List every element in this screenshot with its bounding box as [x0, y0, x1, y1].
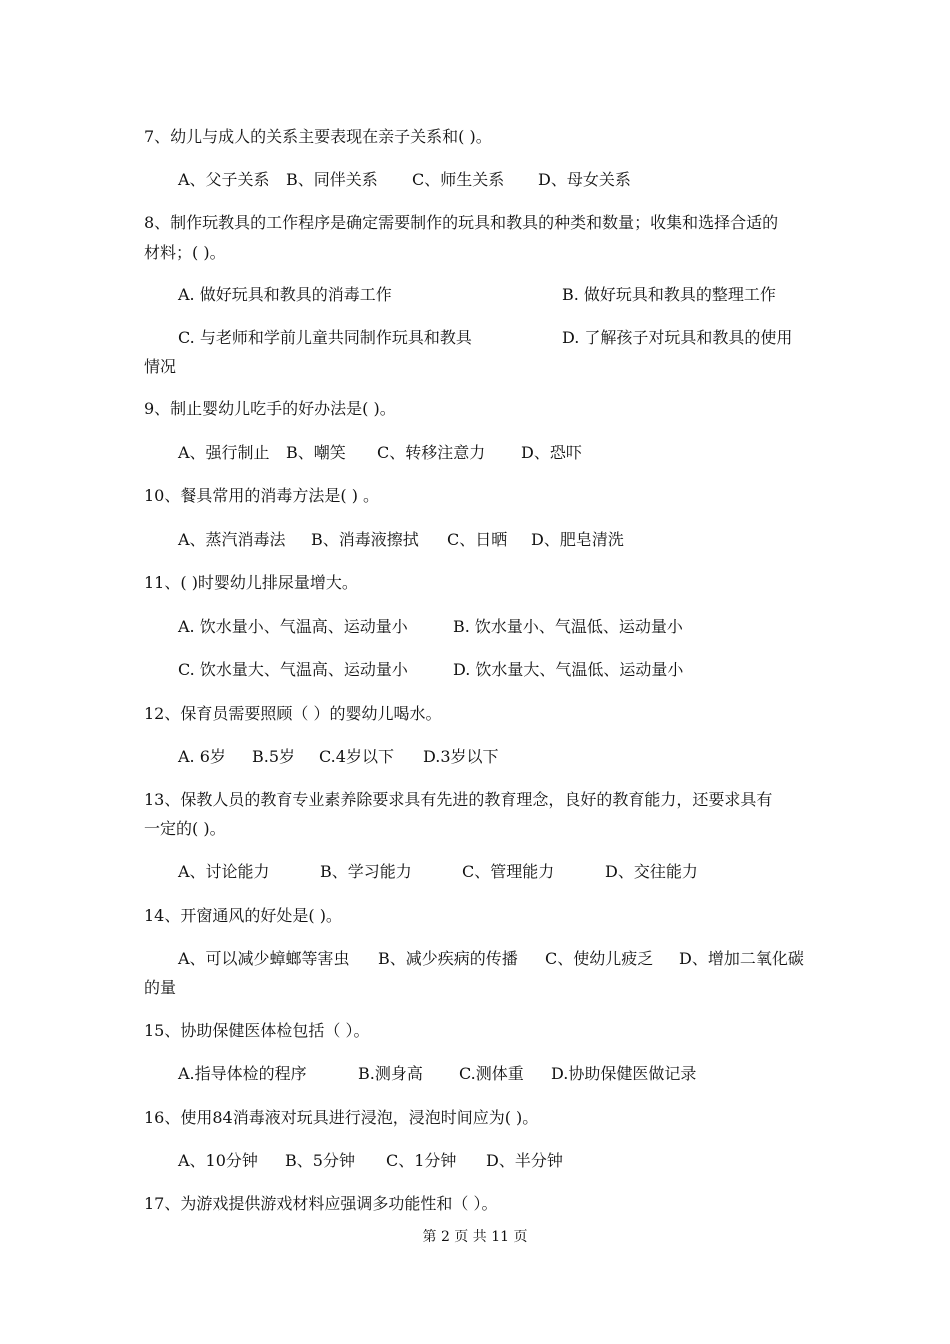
question-13-stem-line1: 13、保教人员的教育专业素养除要求具有先进的教育理念，良好的教育能力，还要求具有: [144, 790, 773, 809]
question-12-stem: 12、保育员需要照顾（ ）的婴幼儿喝水。: [144, 704, 442, 723]
option-b: B、嘲笑: [286, 443, 346, 462]
option-a: A. 6岁: [178, 747, 226, 766]
option-c: C、使幼儿疲乏: [545, 949, 654, 968]
question-8-option-a: A. 做好玩具和教具的消毒工作: [178, 285, 392, 304]
option-a: A、蒸汽消毒法: [178, 530, 286, 549]
question-13-options: [178, 861, 698, 883]
option-c: C、管理能力: [462, 862, 555, 881]
question-16-stem: 16、使用84消毒液对玩具进行浸泡，浸泡时间应为( )。: [144, 1108, 539, 1127]
question-11-options-row2: [178, 659, 683, 681]
option-a: A. 饮水量小、气温高、运动量小: [178, 617, 408, 636]
option-c: C、1分钟: [386, 1151, 457, 1170]
option-a: A.指导体检的程序: [178, 1064, 307, 1083]
option-b: B、同伴关系: [286, 170, 378, 189]
question-7-options: [178, 169, 631, 191]
question-8-option-d: D. 了解孩子对玩具和教具的使用: [562, 328, 793, 347]
question-11-options-row1: [178, 616, 683, 638]
option-b: B、消毒液擦拭: [311, 530, 419, 549]
page-footer: 第 2 页 共 11 页: [422, 1229, 528, 1245]
option-d: D、半分钟: [486, 1151, 563, 1170]
option-b: B. 饮水量小、气温低、运动量小: [453, 617, 683, 636]
question-10-stem: 10、餐具常用的消毒方法是( ) 。: [144, 486, 380, 505]
question-16-options: [178, 1150, 563, 1172]
question-8-stem-line1: 8、制作玩教具的工作程序是确定需要制作的玩具和教具的种类和数量；收集和选择合适的: [144, 213, 779, 232]
question-7-stem: 7、幼儿与成人的关系主要表现在亲子关系和( )。: [144, 127, 492, 146]
question-9-stem: 9、制止婴幼儿吃手的好办法是( )。: [144, 399, 396, 418]
option-c: C.测体重: [459, 1064, 524, 1083]
question-14-option-d-continued: 的量: [144, 978, 177, 997]
question-8-stem-line2: 材料；( )。: [144, 243, 226, 262]
option-c: C、日晒: [447, 530, 508, 549]
option-a: A、可以减少蟑螂等害虫: [178, 949, 350, 968]
option-d: D. 饮水量大、气温低、运动量小: [453, 660, 684, 679]
question-11-stem: 11、( )时婴幼儿排尿量增大。: [144, 573, 358, 592]
option-d: D、交往能力: [605, 862, 698, 881]
question-12-options: [178, 746, 499, 768]
option-c: C.4岁以下: [319, 747, 394, 766]
option-b: B.5岁: [252, 747, 296, 766]
option-d: D.协助保健医做记录: [551, 1064, 697, 1083]
option-a: A、10分钟: [178, 1151, 258, 1170]
question-9-options: [178, 442, 582, 464]
option-d: D、肥皂清洗: [531, 530, 624, 549]
question-15-options: [178, 1063, 696, 1085]
option-a: A、父子关系: [178, 170, 270, 189]
question-15-stem: 15、协助保健医体检包括（ ）。: [144, 1021, 370, 1040]
question-14-stem: 14、开窗通风的好处是( )。: [144, 906, 342, 925]
question-13-stem-line2: 一定的( )。: [144, 819, 226, 838]
question-17-stem: 17、为游戏提供游戏材料应强调多功能性和（ ）。: [144, 1194, 498, 1213]
option-c: C、转移注意力: [377, 443, 486, 462]
option-b: B、5分钟: [285, 1151, 355, 1170]
option-d: D、增加二氧化碳: [679, 949, 804, 968]
option-b: B、减少疾病的传播: [378, 949, 518, 968]
option-b: B.测身高: [358, 1064, 423, 1083]
option-b: B、学习能力: [320, 862, 412, 881]
option-a: A、讨论能力: [178, 862, 270, 881]
option-d: D.3岁以下: [423, 747, 499, 766]
option-d: D、恐吓: [521, 443, 582, 462]
option-c: C. 饮水量大、气温高、运动量小: [178, 660, 408, 679]
question-14-options: [178, 948, 804, 970]
question-8-option-b: B. 做好玩具和教具的整理工作: [562, 285, 776, 304]
question-8-option-d-continued: 情况: [144, 357, 177, 376]
option-a: A、强行制止: [178, 443, 270, 462]
question-8-option-c: C. 与老师和学前儿童共同制作玩具和教具: [178, 328, 472, 347]
option-c: C、师生关系: [412, 170, 505, 189]
option-d: D、母女关系: [538, 170, 631, 189]
question-10-options: [178, 529, 624, 551]
